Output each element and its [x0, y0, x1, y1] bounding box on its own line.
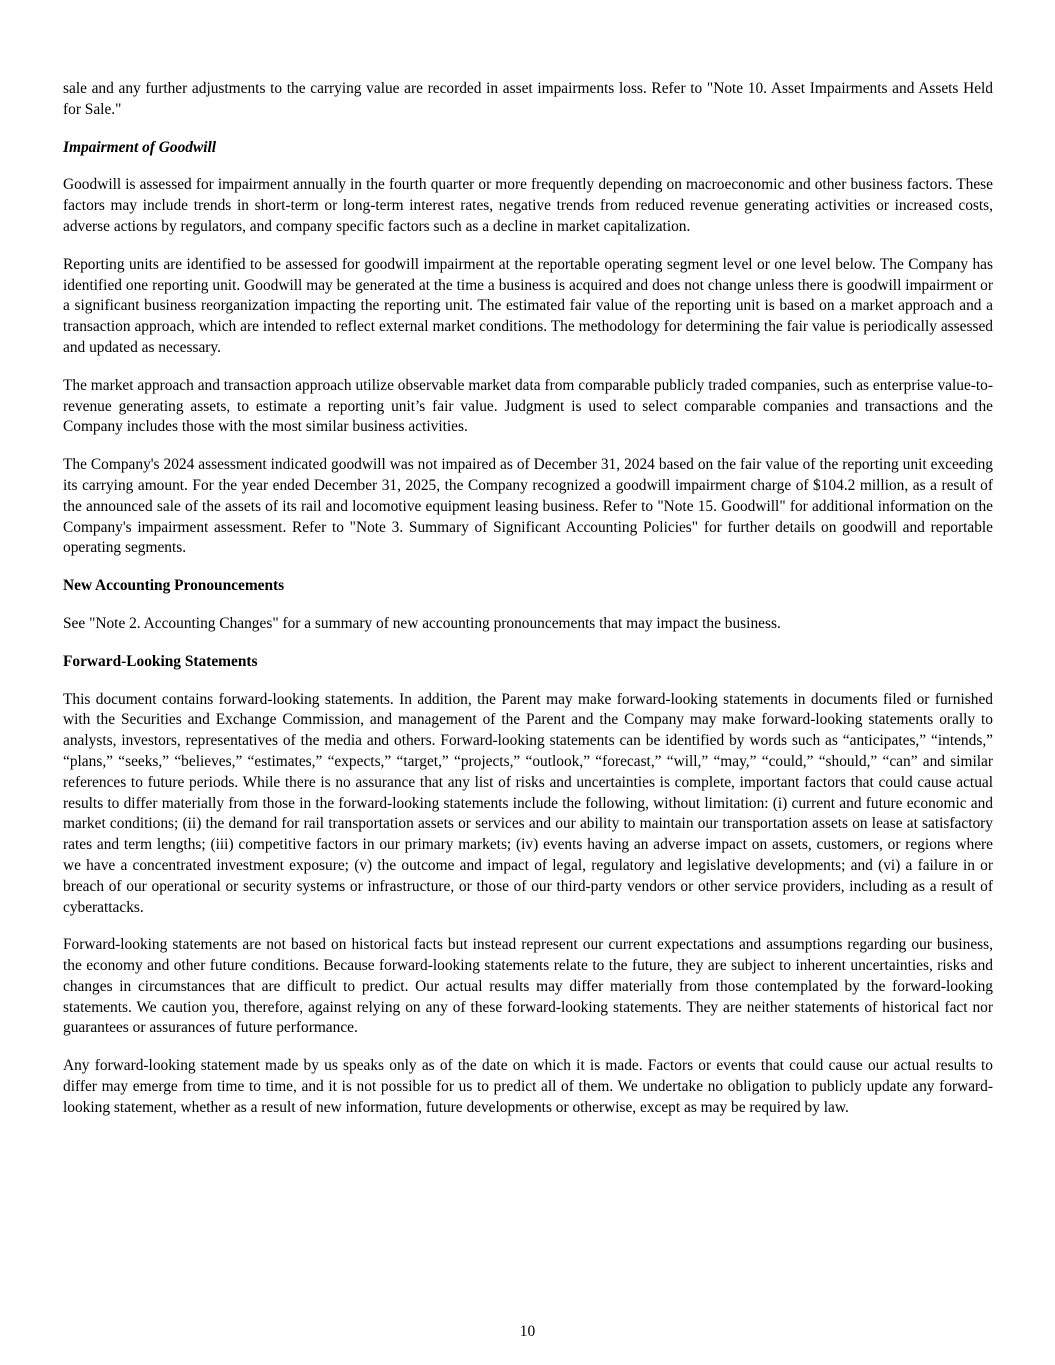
paragraph-forward-looking-basis: Forward-looking statements are not based on historical facts but instead represent our current expectations and assumptions regarding our business, the economy and other future conditions. Because forward-looking statements relate to the future, they are subject to inherent uncertainties, risks and changes in circumstances that are difficult to predict. Our actual results may differ materially from those contemplated by the forward-looking statements. We caution you, therefore, against relying on any of these forward-looking statements. They are neither statements of historical fact nor guarantees or assurances of future performance.: [63, 936, 993, 1037]
paragraph-2024-assessment: The Company's 2024 assessment indicated goodwill was not impaired as of December 31, 2024 based on the fair value of the reporting unit exceeding its carrying amount. For the year ended December 31, 2025, the Company recognized a goodwill impairment charge of $104.2 million, as a result of the announced sale of the assets of its rail and locomotive equipment leasing business. Refer to "Note 15. Goodwill" for additional information on the Company's impairment assessment. Refer to "Note 3. Summary of Significant Accounting Policies" for further details on goodwill and reportable operating segments.: [63, 456, 993, 557]
heading-new-accounting-pronouncements: New Accounting Pronouncements: [63, 577, 285, 595]
heading-forward-looking-statements: Forward-Looking Statements: [63, 652, 258, 670]
heading-impairment-of-goodwill: Impairment of Goodwill: [63, 138, 217, 156]
paragraph-accounting-changes: See "Note 2. Accounting Changes" for a summary of new accounting pronouncements that may impact the business.: [63, 614, 781, 632]
document-body: [63, 79, 993, 1136]
paragraph-goodwill-assessment: Goodwill is assessed for impairment annually in the fourth quarter or more frequently depending on macroeconomic and other business factors. These factors may include trends in short-term or long-term interest rates, negative trends from reduced revenue generating activities or increased costs, adverse actions by regulators, and company specific factors such as a decline in market capitalization.: [63, 176, 993, 235]
page-number: 10: [519, 1323, 536, 1340]
paragraph-forward-looking-date: Any forward-looking statement made by us speaks only as of the date on which it is made. Factors or events that could cause our actual results to differ may emerge from time to time, and it is not possible for us to predict all of them. We undertake no obligation to publicly update any forward-looking statement, whether as a result of new information, future developments or otherwise, except as may be required by law.: [63, 1057, 993, 1116]
paragraph-asset-impairment-continuation: sale and any further adjustments to the carrying value are recorded in asset impairments loss. Refer to "Note 10. Asset Impairments and Assets Held for Sale.": [63, 80, 993, 118]
paragraph-forward-looking-intro: This document contains forward-looking statements. In addition, the Parent may make forward-looking statements in documents filed or furnished with the Securities and Exchange Commission, and management of the Parent and the Company may make forward-looking statements orally to analysts, investors, representatives of the media and others. Forward-looking statements can be identified by words such as “anticipates,” “intends,” “plans,” “seeks,” “believes,” “estimates,” “expects,” “target,” “projects,” “outlook,” “forecast,” “will,” “may,” “could,” “should,” “can” and similar references to future periods. While there is no assurance that any list of risks and uncertainties is complete, important factors that could cause actual results to differ materially from those in the forward-looking statements include the following, without limitation: (i) current and future economic and market conditions; (ii) the demand for rail transportation assets or services and our ability to maintain our transportation assets on lease at satisfactory rates and term lengths; (iii) competitive factors in our primary markets; (iv) events having an adverse impact on assets, customers, or regions where we have a concentrated investment exposure; (v) the outcome and impact of legal, regulatory and legislative developments; and (vi) a failure in or breach of our operational or security systems or infrastructure, or those of our third-party vendors or other service providers, including as a result of cyberattacks.: [63, 690, 993, 916]
paragraph-market-approach: The market approach and transaction approach utilize observable market data from comparable publicly traded companies, such as enterprise value-to-revenue generating assets, to estimate a reporting unit’s fair value. Judgment is used to select comparable companies and transactions and the Company includes those with the most similar business activities.: [63, 376, 993, 436]
paragraph-reporting-units: Reporting units are identified to be assessed for goodwill impairment at the reportable operating segment level or one level below. The Company has identified one reporting unit. Goodwill may be generated at the time a business is acquired and does not change unless there is goodwill impairment or a significant business reorganization impacting the reporting unit. The estimated fair value of the reporting unit is based on a market approach and a transaction approach, which are intended to reflect external market conditions. The methodology for determining the fair value is periodically assessed and updated as necessary.: [63, 255, 993, 356]
